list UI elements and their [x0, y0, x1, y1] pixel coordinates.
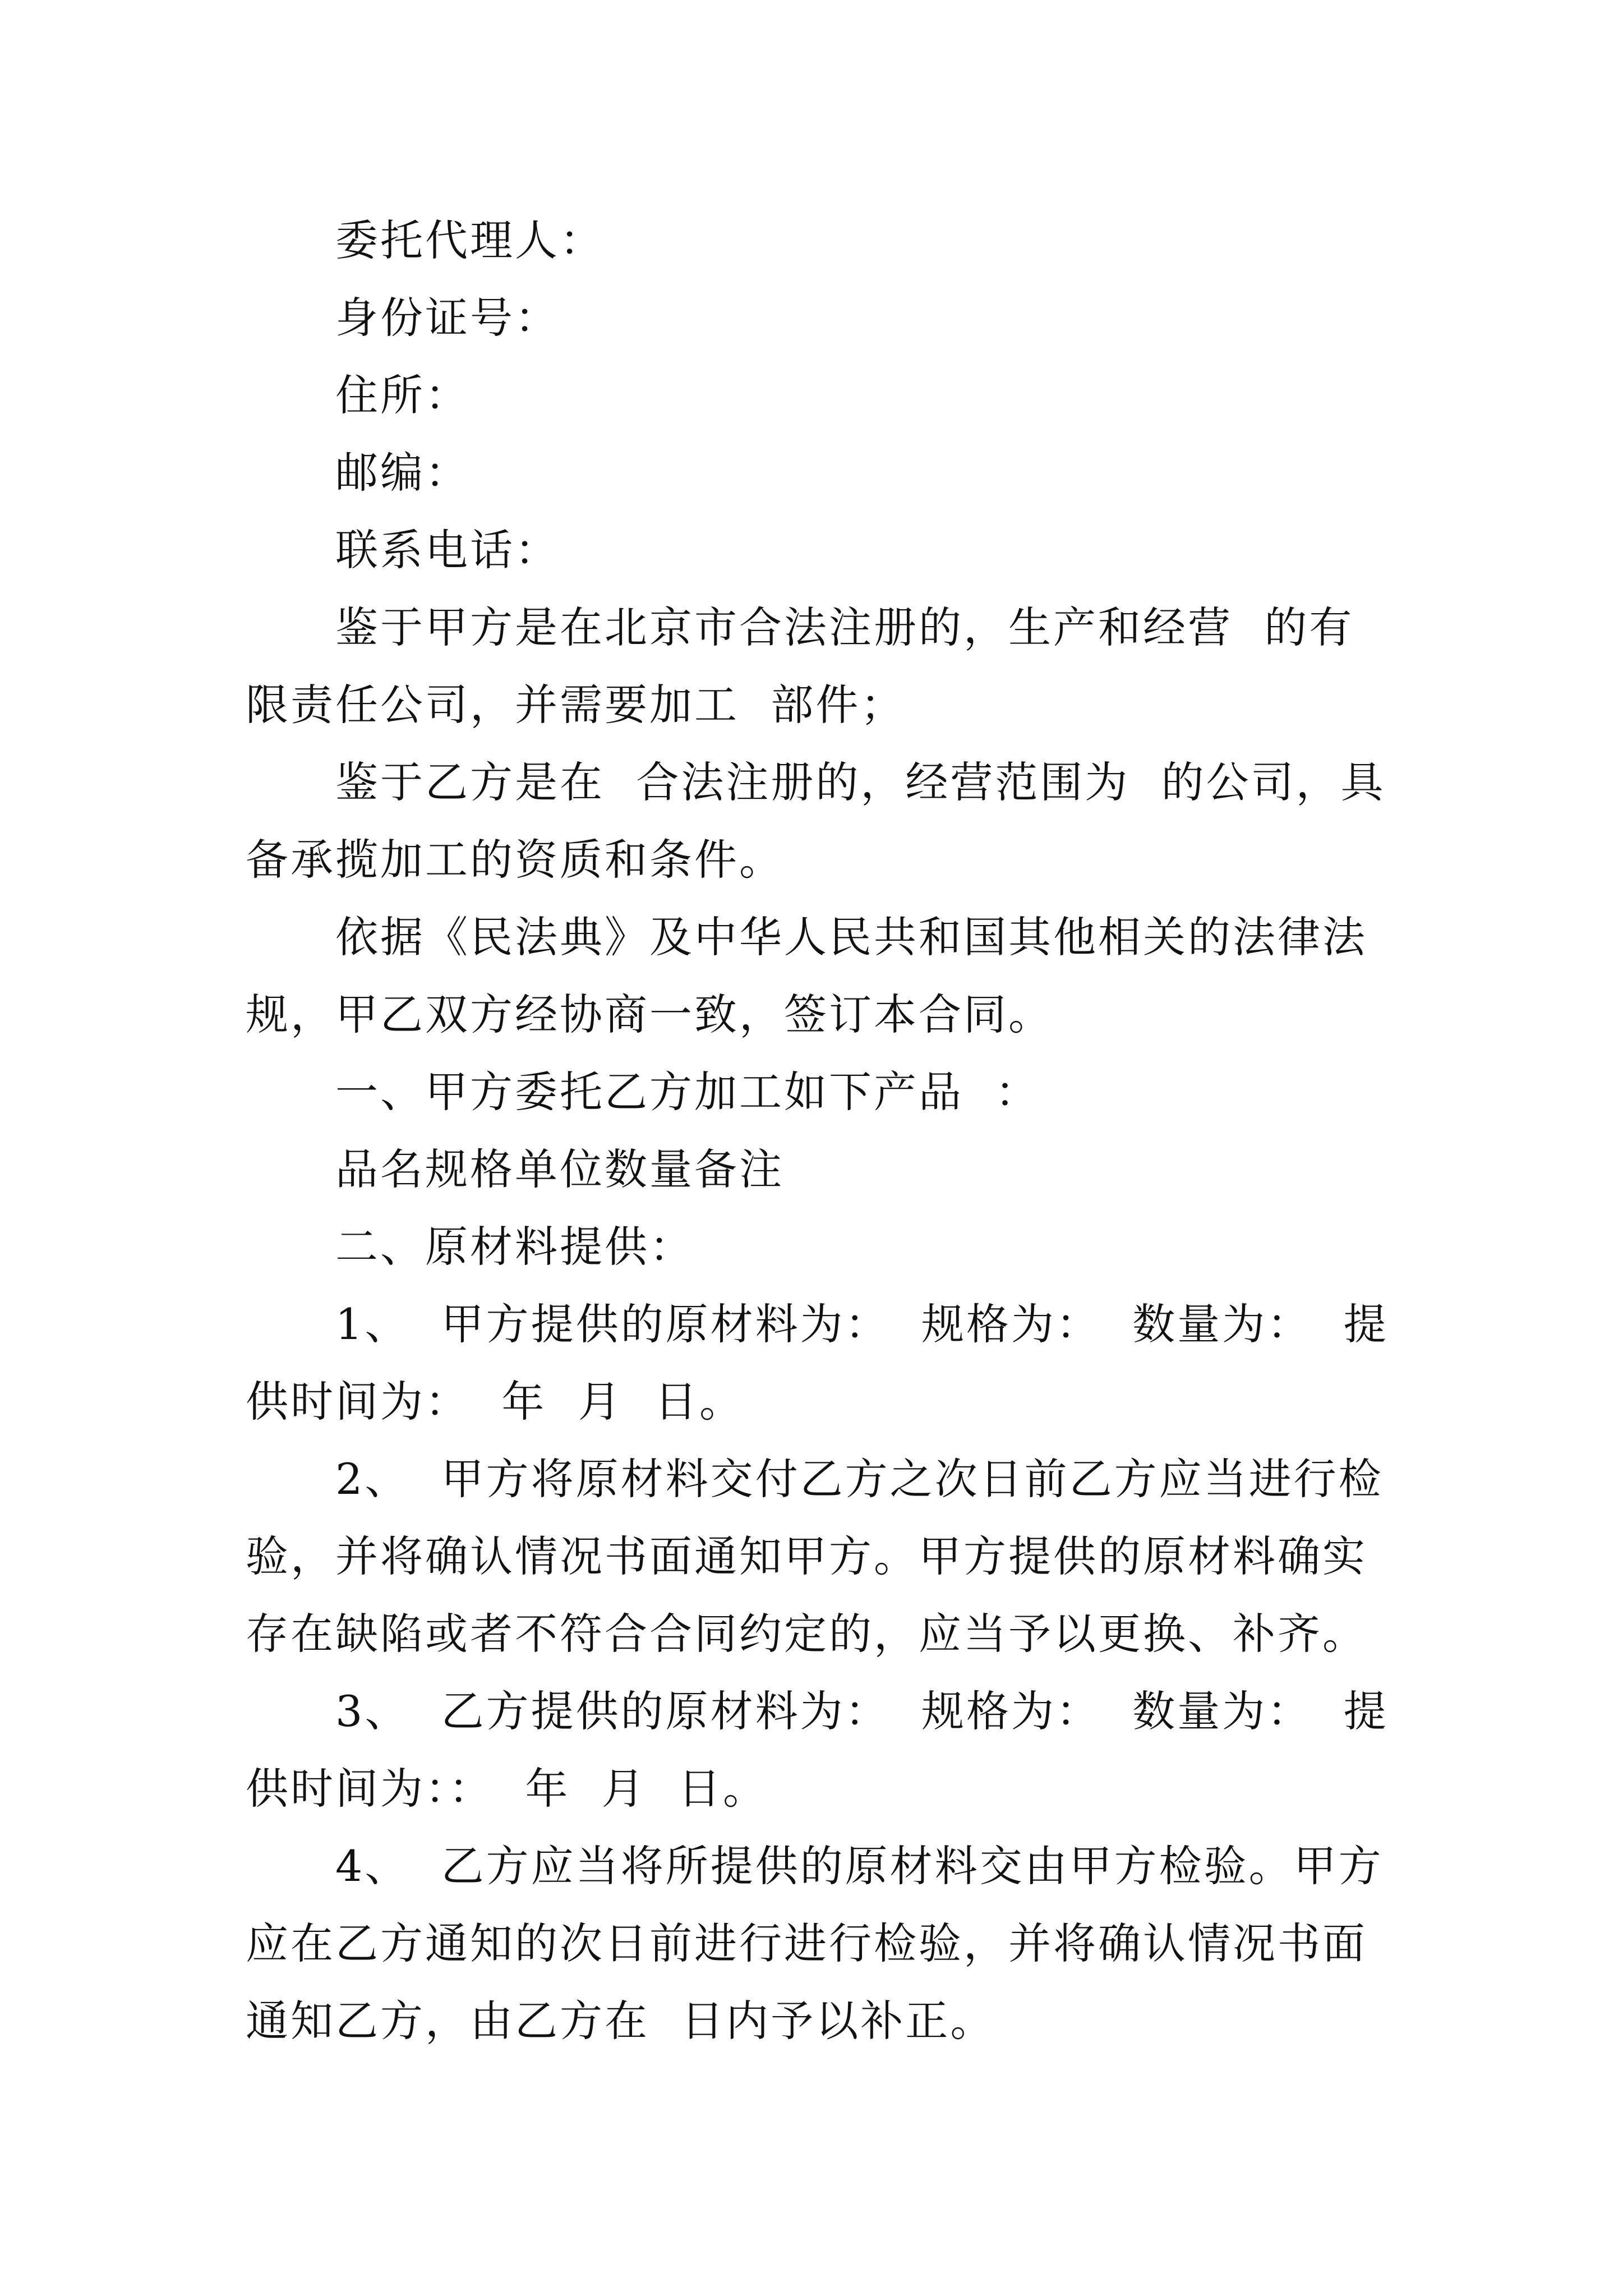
clause-2-3: 3、 乙方提供的原材料为： 规格为： 数量为： 提供时间为：： 年 月 日。: [246, 1686, 1389, 1814]
product-table-header: 品名规格单位数量备注: [335, 1144, 784, 1194]
section-1-heading: 一、甲方委托乙方加工如下产品 ：: [335, 1067, 1040, 1117]
address-line: 住所：: [335, 370, 470, 420]
agent-line: 委托代理人：: [335, 215, 605, 265]
recital-party-a: 鉴于甲方是在北京市合法注册的，生产和经营 的有限责任公司，并需要加工 部件；: [246, 602, 1354, 730]
recital-party-b: 鉴于乙方是在 合法注册的，经营范围为 的公司，具备承揽加工的资质和条件。: [246, 757, 1386, 885]
phone-line: 联系电话：: [335, 525, 560, 575]
clause-2-1: 1、 甲方提供的原材料为： 规格为： 数量为： 提供时间为： 年 月 日。: [246, 1299, 1389, 1427]
section-2-heading: 二、原材料提供：: [335, 1222, 694, 1272]
clause-2-2: 2、 甲方将原材料交付乙方之次日前乙方应当进行检验，并将确认情况书面通知甲方。甲方提供的原材料确实存在缺陷或者不符合合同约定的，应当予以更换、补齐。: [246, 1454, 1384, 1659]
legal-basis: 依据《民法典》及中华人民共和国其他相关的法律法规，甲乙双方经协商一致，签订本合同。: [246, 912, 1367, 1039]
id-number-line: 身份证号：: [335, 293, 560, 343]
clause-2-4: 4、 乙方应当将所提供的原材料交由甲方检验。甲方应在乙方通知的次日前进行进行检验，并将确认情况书面通知乙方，由乙方在 日内予以补正。: [246, 1841, 1384, 2046]
postcode-line: 邮编：: [335, 448, 470, 498]
document-body: [246, 202, 1390, 2060]
